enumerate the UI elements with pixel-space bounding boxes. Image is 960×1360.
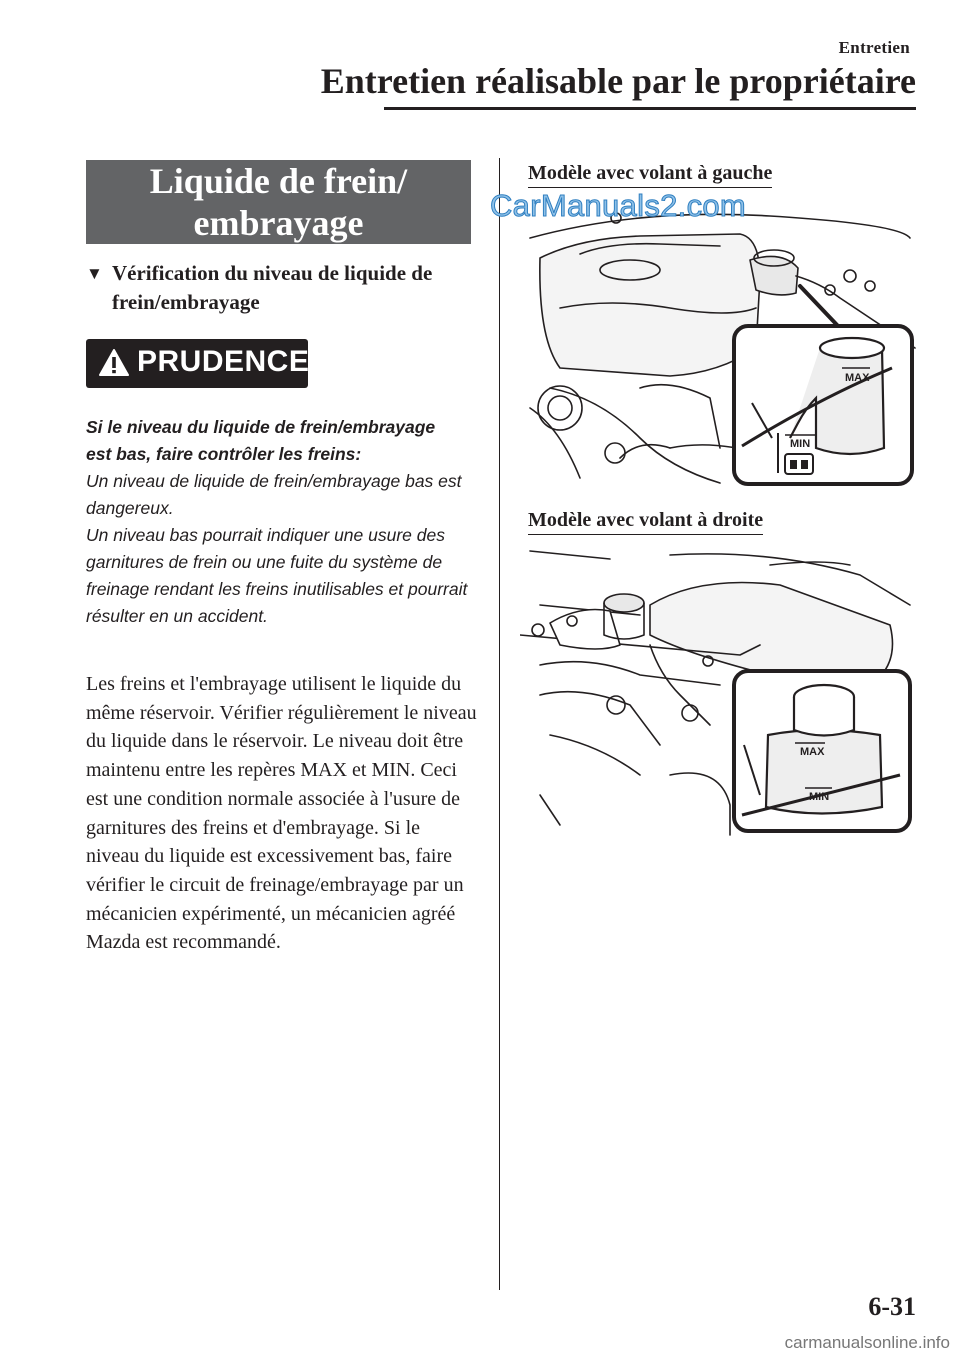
chapter-label: Entretien (838, 38, 910, 57)
caution-text (86, 414, 476, 630)
body-paragraph: Les freins et l'embrayage utilisent le liquide du même réservoir. Vérifier régulièrement le niveau du liquide dans le réservoir. Le niveau doit être maintenu entre les repères MAX et MIN. Ceci est une condition normale associée à l'usure de garnitures des freins et d'embrayage. Si le niveau du liquide est excessivement bas, faire vérifier le circuit de freinage/embrayage par un mécanicien expérimenté, un mécanicien agréé Mazda est recommandé. (86, 673, 477, 954)
page-number: 6-31 (868, 1292, 916, 1321)
header-rule (384, 107, 916, 110)
caution-bold-line2: est bas, faire contrôler les freins: (86, 444, 362, 464)
caution-bold-line1: Si le niveau du liquide de frein/embrayage (86, 417, 436, 437)
lhd-min-label: MIN (790, 438, 811, 450)
caution-paragraph-1: Un niveau de liquide de frein/embrayage bas est dangereux. (86, 471, 462, 518)
warning-icon (98, 348, 130, 378)
section-title-line2: embrayage (193, 203, 364, 243)
rhd-max-label: MAX (800, 746, 825, 758)
triangle-bullet-icon: ▼ (86, 264, 103, 283)
rhd-caption: Modèle avec volant à droite (528, 509, 763, 535)
footer-watermark: carmanualsonline.info (784, 1333, 950, 1352)
section-title-line1: Liquide de frein/ (149, 161, 408, 201)
caution-paragraph-2: Un niveau bas pourrait indiquer une usure des garnitures de frein ou une fuite du système de freinage rendant les freins inutilisables et pourrait résulter en un accident. (86, 525, 468, 626)
carmanuals-watermark: CarManuals2.com (490, 188, 747, 223)
caution-label: PRUDENCE (137, 345, 310, 378)
rhd-engine-illustration (520, 545, 920, 837)
page-title: Entretien réalisable par le propriétaire (320, 61, 916, 101)
caution-badge (86, 339, 308, 388)
lhd-max-label: MAX (845, 372, 870, 384)
section-title-box (86, 160, 471, 244)
rhd-min-label: MIN (809, 791, 830, 803)
lhd-caption: Modèle avec volant à gauche (528, 162, 772, 188)
lhd-engine-illustration (520, 198, 920, 490)
subheading-text: Vérification du niveau de liquide de frein/embrayage (112, 261, 433, 314)
column-divider (499, 158, 500, 1290)
subheading (86, 259, 471, 317)
